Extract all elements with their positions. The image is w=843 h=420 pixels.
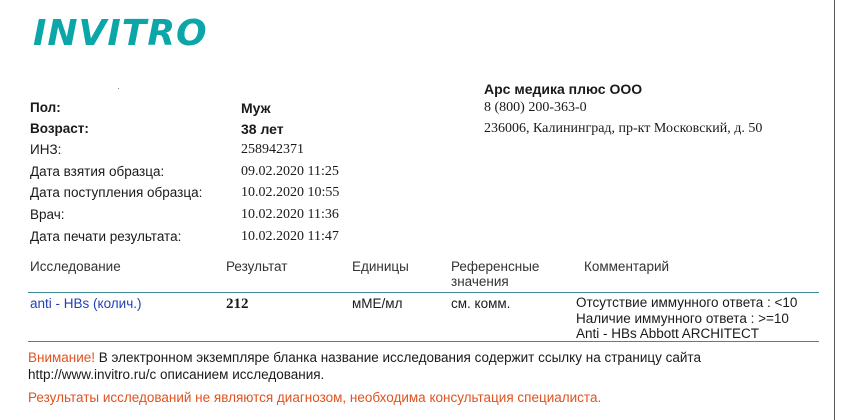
doctor-value: 10.02.2020 11:36 — [241, 207, 339, 222]
attention-label: Внимание! — [28, 350, 96, 365]
comment-line: Отсутствие иммунного ответа : <10 — [576, 295, 798, 310]
disclaimer: Результаты исследований не являются диагнозом, необходима консультация специалиста. — [28, 390, 602, 405]
reference-value: см. комм. — [451, 296, 511, 311]
column-header-units: Единицы — [352, 259, 409, 274]
doctor-label: Врач: — [30, 207, 65, 222]
table-row-divider — [28, 341, 819, 342]
attention-text-tail: с описанием исследования. — [149, 367, 325, 382]
invitro-site-link[interactable]: http://www.invitro.ru/ — [28, 367, 150, 382]
result-value: 212 — [226, 296, 249, 312]
decorative-dot — [118, 88, 119, 89]
sex-value: Муж — [241, 100, 271, 116]
page-border — [834, 0, 835, 420]
column-header-result: Результат — [226, 259, 288, 274]
attention-note — [28, 349, 701, 383]
print-date-value: 10.02.2020 11:47 — [241, 229, 339, 244]
column-header-reference-line2: значения — [451, 274, 509, 289]
age-label: Возраст: — [30, 121, 89, 136]
sex-label: Пол: — [30, 100, 61, 115]
inz-value: 258942371 — [241, 142, 304, 157]
comment-line: Anti - HBs Abbott ARCHITECT — [576, 326, 760, 341]
column-header-reference-line1: Референсные — [451, 259, 540, 274]
attention-text: В электронном экземпляре бланка название исследования содержит ссылку на страницу сайта — [95, 350, 701, 365]
inz-label: ИНЗ: — [30, 142, 62, 157]
age-value: 38 лет — [241, 121, 284, 137]
column-header-reference — [451, 259, 539, 289]
organization-name: Арс медика плюс ООО — [484, 81, 643, 97]
test-name-link[interactable]: anti - HBs (колич.) — [30, 296, 142, 311]
sample-received-value: 10.02.2020 10:55 — [241, 185, 340, 200]
invitro-logo: INVITRO — [33, 13, 208, 54]
units-value: мМЕ/мл — [352, 296, 403, 311]
organization-address: 236006, Калининград, пр-кт Московский, д. 50 — [484, 121, 763, 136]
column-header-test: Исследование — [30, 259, 121, 274]
print-date-label: Дата печати результата: — [30, 229, 182, 244]
column-header-comment: Комментарий — [584, 259, 670, 274]
sample-received-label: Дата поступления образца: — [30, 185, 203, 200]
sample-taken-label: Дата взятия образца: — [30, 164, 165, 179]
table-header-divider — [28, 292, 819, 293]
organization-phone: 8 (800) 200-363-0 — [484, 100, 587, 115]
sample-taken-value: 09.02.2020 11:25 — [241, 164, 339, 179]
comment-line: Наличие иммунного ответа : >=10 — [576, 311, 789, 326]
